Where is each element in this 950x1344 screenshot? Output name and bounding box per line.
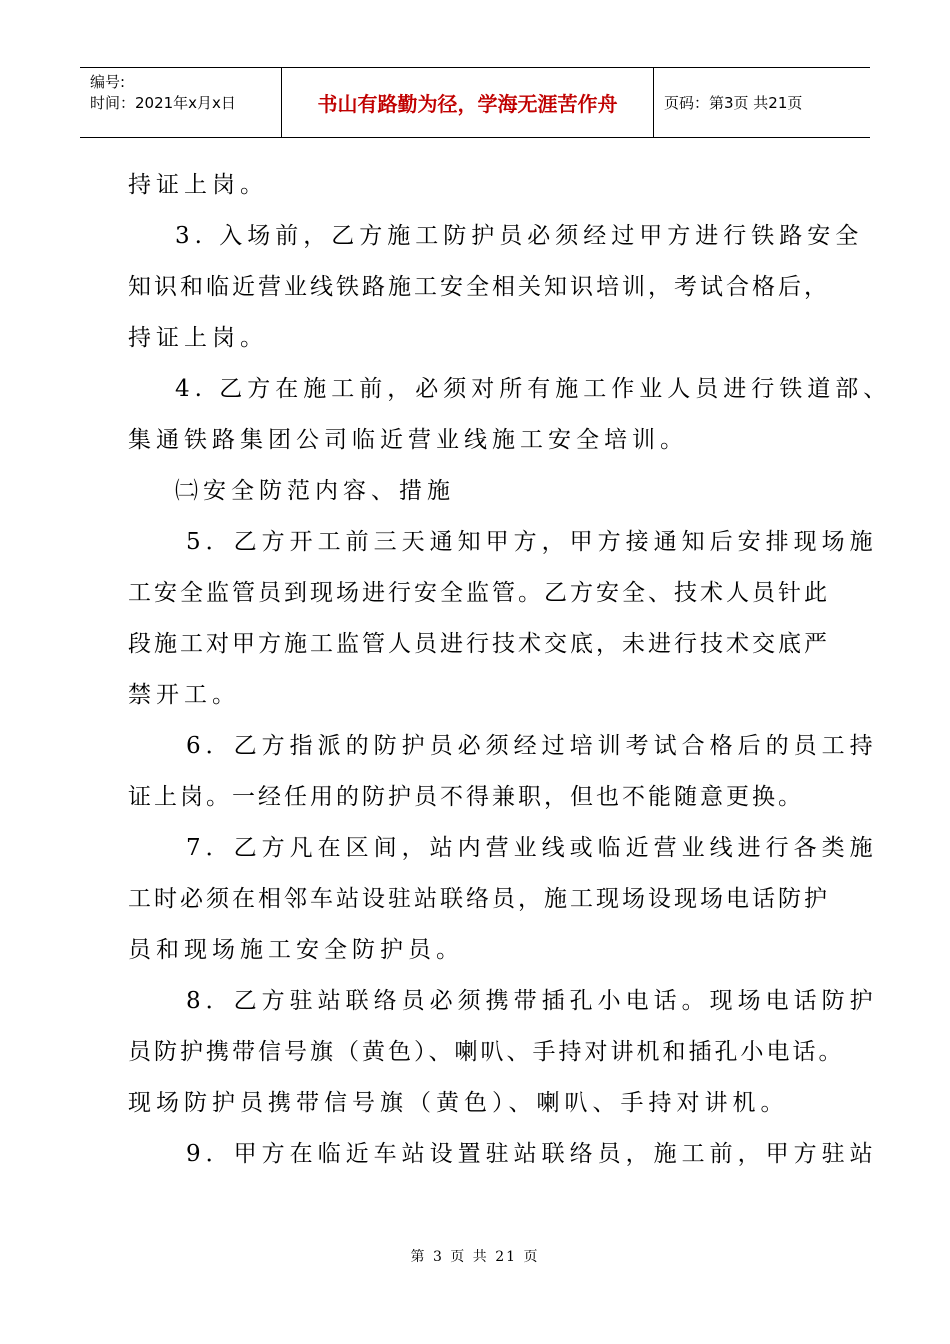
document-number-label: 编号: xyxy=(90,73,126,91)
body-line: 4. 乙方在施工前，必须对所有施工作业人员进行铁道部、 xyxy=(175,376,892,402)
body-line: 7．乙方凡在区间，站内营业线或临近营业线进行各类施 xyxy=(186,835,878,861)
body-line: 知识和临近营业线铁路施工安全相关知识培训，考试合格后， xyxy=(128,274,830,300)
body-line: 5．乙方开工前三天通知甲方，甲方接通知后安排现场施 xyxy=(186,529,878,555)
header-motto: 书山有路勤为径，学海无涯苦作舟 xyxy=(317,92,618,116)
body-line: 9．甲方在临近车站设置驻站联络员，施工前，甲方驻站 xyxy=(186,1141,878,1167)
page-footer: 第 3 页 共 21 页 xyxy=(410,1249,540,1265)
body-line: 3. 入场前，乙方施工防护员必须经过甲方进行铁路安全 xyxy=(175,223,864,249)
body-line: 禁开工。 xyxy=(128,682,240,708)
document-time-label: 时间：2021年x月x日 xyxy=(90,94,236,112)
body-line: 工安全监管员到现场进行安全监管。乙方安全、技术人员针此 xyxy=(128,580,830,606)
body-line: 持证上岗。 xyxy=(128,325,268,351)
body-line: 持证上岗。 xyxy=(128,172,268,198)
header-motto-cell xyxy=(282,68,654,137)
body-line: 员和现场施工安全防护员。 xyxy=(128,937,464,963)
body-line: 集通铁路集团公司临近营业线施工安全培训。 xyxy=(128,427,688,453)
body-line: 现场防护员携带信号旗（黄色）、喇叭、手持对讲机。 xyxy=(128,1090,789,1116)
page-header xyxy=(80,67,870,138)
body-line: 员防护携带信号旗（黄色）、喇叭、手持对讲机和插孔小电话。 xyxy=(128,1039,845,1065)
body-line: 证上岗。一经任用的防护员不得兼职，但也不能随意更换。 xyxy=(128,784,804,810)
body-line: 6．乙方指派的防护员必须经过培训考试合格后的员工持 xyxy=(186,733,878,759)
document-body xyxy=(128,160,892,1180)
header-info-cell xyxy=(80,68,282,137)
body-line: 8．乙方驻站联络员必须携带插孔小电话。现场电话防护 xyxy=(186,988,878,1014)
header-page-label: 页码：第3页 共21页 xyxy=(664,94,803,112)
section-heading: ㈡安全防范内容、措施 xyxy=(175,478,455,504)
body-line: 段施工对甲方施工监管人员进行技术交底，未进行技术交底严 xyxy=(128,631,830,657)
body-line: 工时必须在相邻车站设驻站联络员，施工现场设现场电话防护 xyxy=(128,886,830,912)
header-page-cell xyxy=(654,68,870,137)
